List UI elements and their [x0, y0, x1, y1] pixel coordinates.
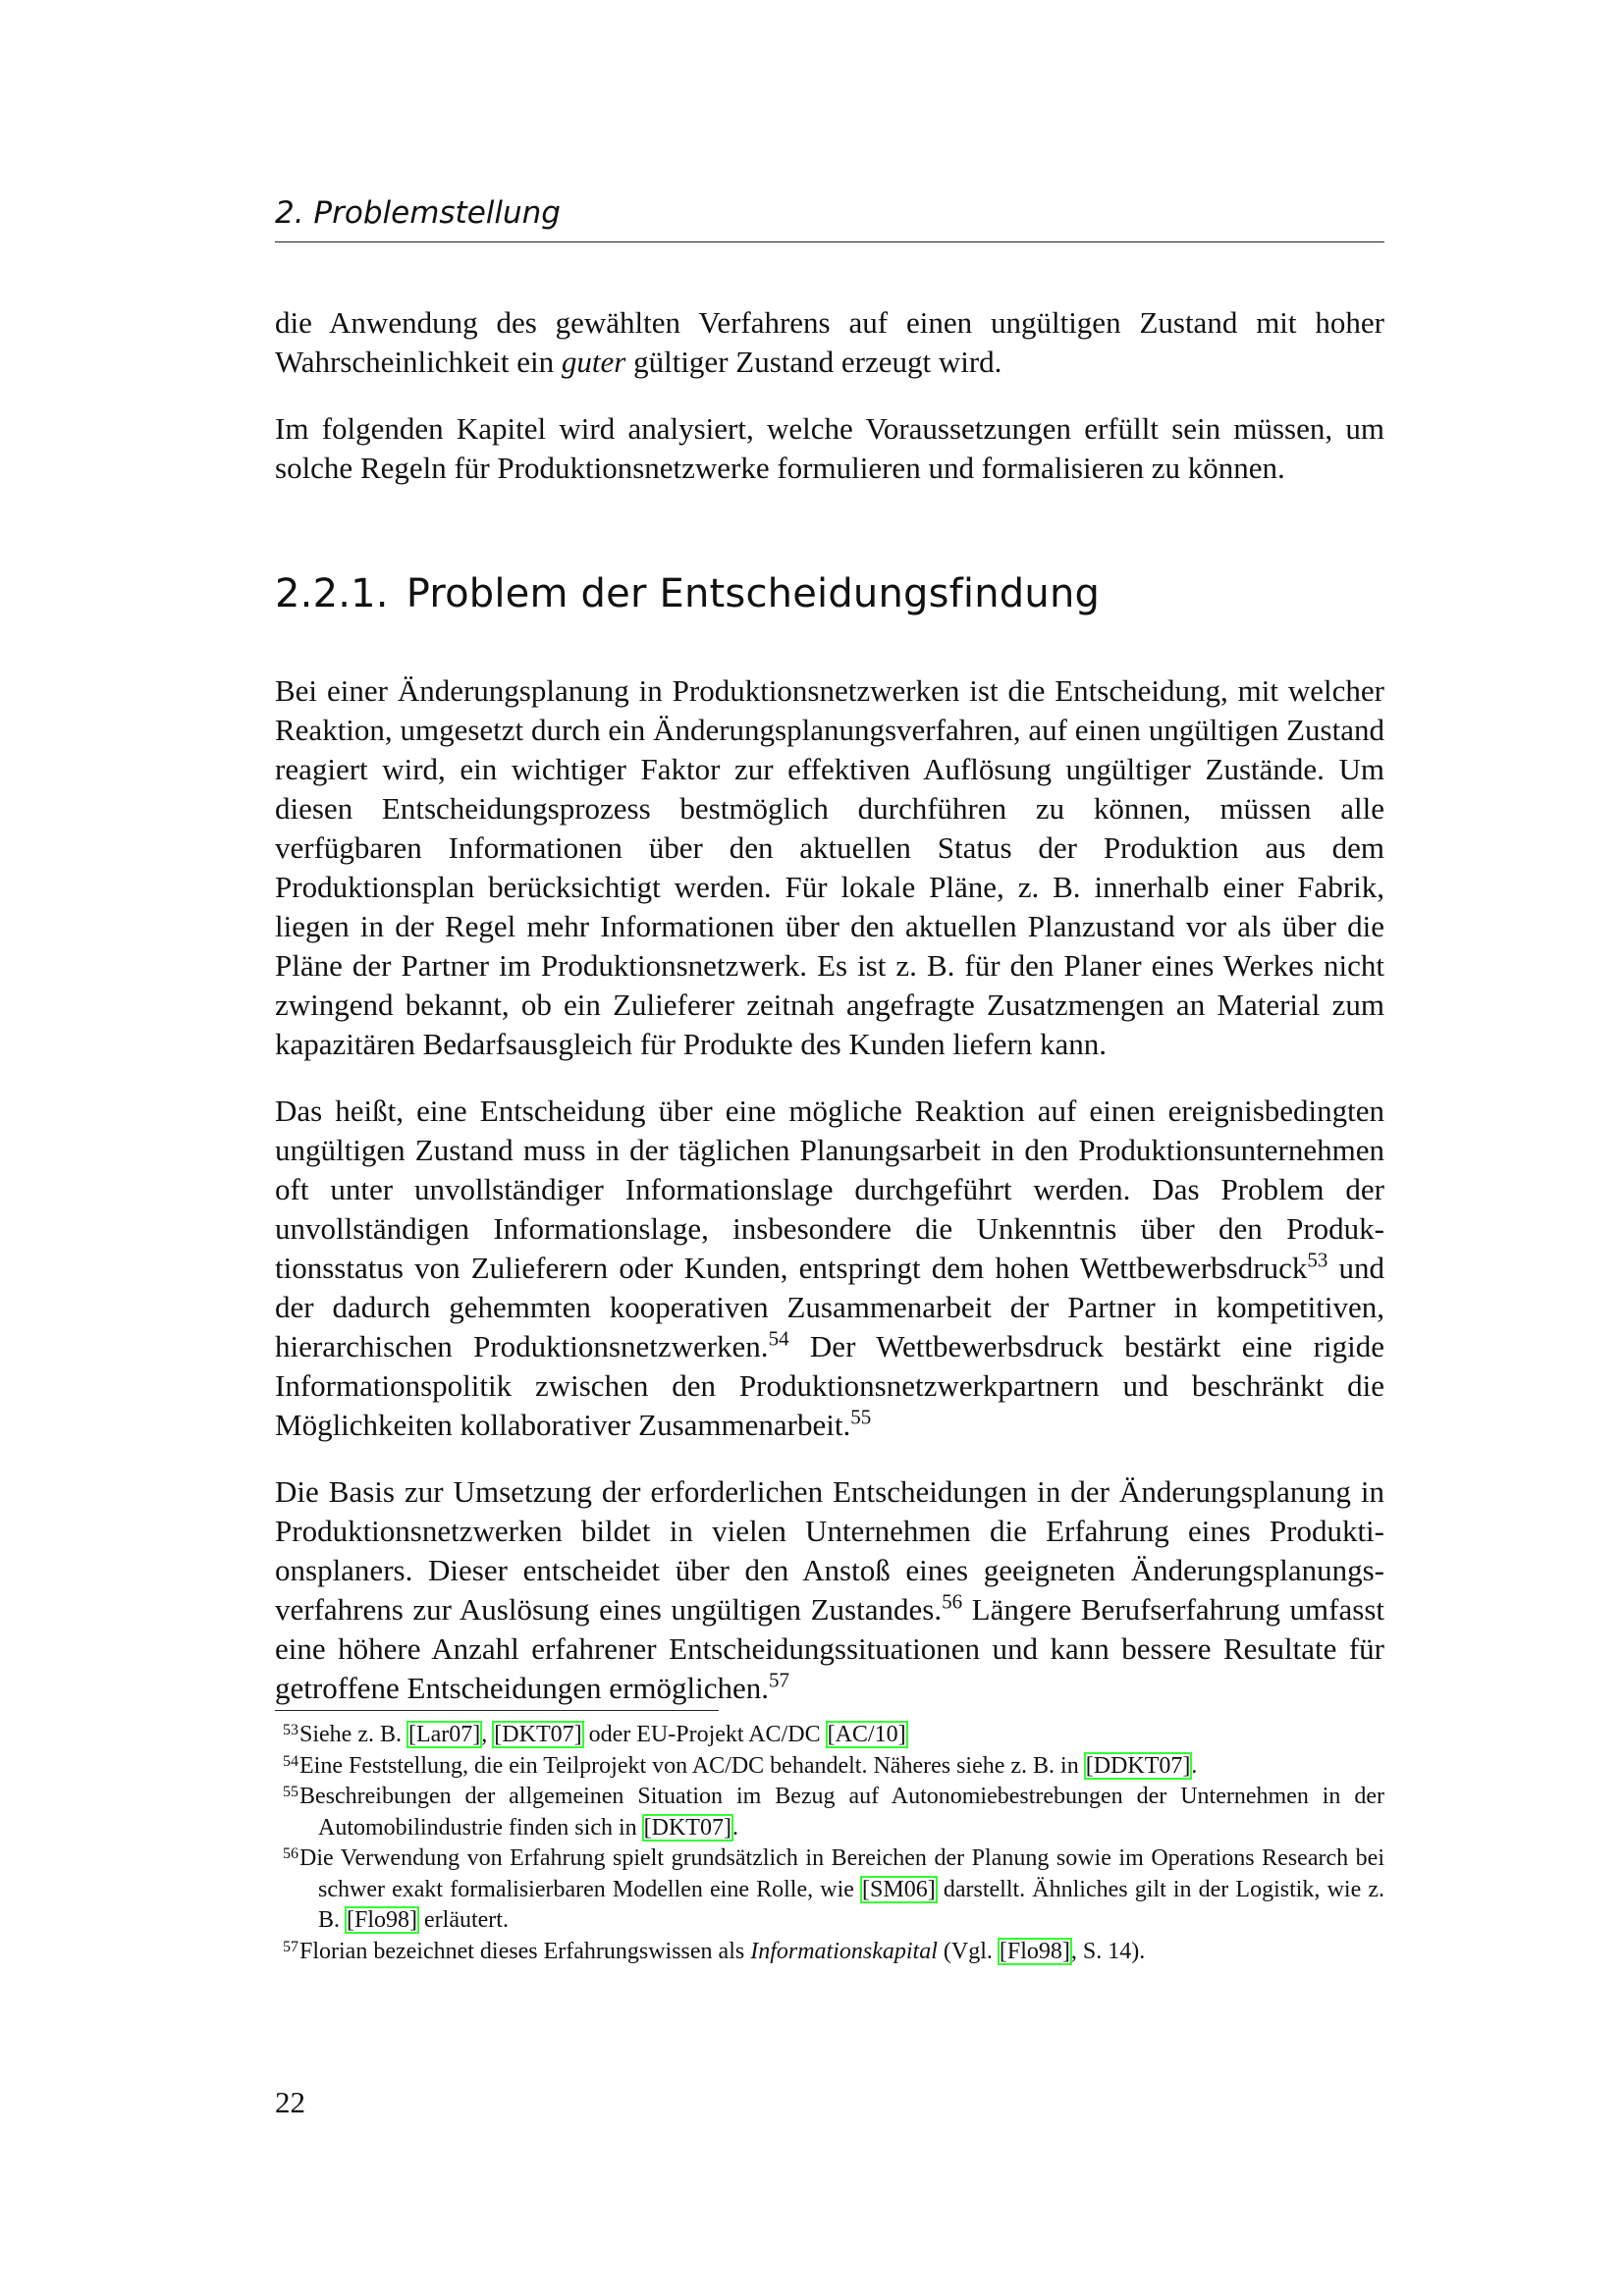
- footnotes: [275, 1720, 1384, 1967]
- citation-link[interactable]: [DKT07]: [643, 1814, 731, 1841]
- citation-link[interactable]: [Lar07]: [407, 1722, 481, 1747]
- citation-link[interactable]: [AC/10]: [827, 1722, 906, 1747]
- intro-paragraph-1: die Anwendung des gewählten Verfahrens auf einen ungültigen Zustand mit hoher Wahrscheinlichkeit ein guter gültiger Zustand erzeugt wird.: [275, 305, 1384, 379]
- citation-link[interactable]: [DKT07]: [494, 1722, 582, 1747]
- footnote-54: $^{54}$Eine Feststellung, die ein Teilprojekt von AC/DC behandelt. Näheres siehe z. B. in [DDKT07].: [283, 1752, 1198, 1779]
- footnote-53: $^{53}$Siehe z. B. [Lar07], [DKT07] oder EU-Projekt AC/DC [AC/10]: [283, 1722, 906, 1747]
- intro-paragraph-2: Im folgenden Kapitel wird analysiert, welche Voraussetzungen erfüllt sein müssen, um solche Regeln für Produktionsnetzwerke formulieren und formalisieren zu können.: [275, 411, 1384, 485]
- footnote-56: $^{56}$Die Verwendung von Erfahrung spielt grundsätzlich in Bereichen der Planung sowie im Operations Research bei schwer exakt formalisierbaren Modellen eine Rolle, wie [SM06] darstellt. Ähnliches gilt in der Logistik, wie z. B. [Flo98] erläutert.: [283, 1845, 1384, 1933]
- emphasis-guter: guter: [561, 345, 626, 379]
- running-header: 2. Problemstellung: [275, 195, 561, 231]
- body-paragraph-2: Das heißt, eine Entscheidung über eine mögliche Reaktion auf einen ereignisbedingten ungültigen Zustand muss in der täglichen Planungsarbeit in den Produktionsunternehmen oft unter unvollständiger Informationslage durchgeführt werden. Das Problem der unvollständigen Informationslage, insbesondere die Unkenntnis über den Produktionsstatus von Zulieferern oder Kunden, entspringt dem hohen Wettbewerbsdruck$^{53}$ und der dadurch gehemmten kooperativen Zusammenarbeit der Partner in kompetitiven, hierarchischen Produktionsnetzwerken.$^{54}$ Der Wettbewerbsdruck bestärkt eine rigide Informationspolitik zwischen den Produktionsnetzwerkpartnern und beschränkt die Möglichkeiten kollaborativer Zusammenarbeit.$^{55}$: [275, 1094, 1385, 1442]
- body-paragraph-1: Bei einer Änderungsplanung in Produktionsnetzwerken ist die Entscheidung, mit welcher Reaktion, umgesetzt durch ein Änderungsplanungsverfahren, auf einen ungültigen Zustand reagiert wird, ein wichtiger Faktor zur effektiven Auflösung ungültiger Zustände. Um diesen Entscheidungsprozess bestmöglich durchführen zu können, müssen alle verfügbaren Informationen über den aktuellen Status der Produktion aus dem Produktionsplan berücksichtigt werden. Für lokale Pläne, z. B. innerhalb einer Fabrik, liegen in der Regel mehr Informationen über den aktuellen Planzustand vor als über die Pläne der Partner im Produktionsnetzwerk. Es ist z. B. für den Planer eines Werkes nicht zwingend bekannt, ob ein Zulieferer zeitnah angefragte Zusatzmengen an Material zum kapazitären Bedarfsausgleich für Produkte des Kunden liefern kann.: [275, 673, 1384, 1061]
- footnote-ref-53[interactable]: 53: [1307, 1248, 1328, 1272]
- footnote-57: $^{57}$Florian bezeichnet dieses Erfahrungswissen als Informationskapital (Vgl. [Flo98], S. 14).: [283, 1938, 1146, 1964]
- footnote-ref-57[interactable]: 57: [769, 1668, 789, 1692]
- citation-link[interactable]: [DDKT07]: [1085, 1752, 1191, 1779]
- intro-block: [275, 303, 1384, 488]
- page-number: 22: [275, 2085, 305, 2119]
- section-number: 2.2.1.: [275, 571, 389, 616]
- section-body: [275, 671, 1384, 1708]
- footnote-ref-56[interactable]: 56: [942, 1589, 963, 1614]
- section-title: Problem der Entscheidungsfindung: [406, 571, 1101, 616]
- section-heading: [275, 564, 1384, 623]
- citation-link[interactable]: [Flo98]: [347, 1907, 418, 1933]
- citation-link[interactable]: [SM06]: [862, 1876, 936, 1902]
- footnote-rule: [275, 1710, 719, 1711]
- footnote-ref-55[interactable]: 55: [850, 1405, 872, 1429]
- body-paragraph-3: Die Basis zur Umsetzung der erforderlichen Entscheidungen in der Änderungsplanung in Produktionsnetzwerken bildet in vielen Unternehmen die Erfahrung eines Produktionsplaners. Dieser entscheidet über den Anstoß eines geeigneten Änderungsplanungsverfahrens zur Auslösung eines ungültigen Zustandes.$^{56}$ Längere Berufserfahrung umfasst eine höhere Anzahl erfahrener Entscheidungssituationen und kann bessere Resultate für getroffene Entscheidungen ermöglichen.$^{57}$: [275, 1474, 1384, 1705]
- header-rule: [275, 241, 1384, 242]
- citation-link[interactable]: [Flo98]: [999, 1938, 1070, 1964]
- footnote-55: $^{55}$Beschreibungen der allgemeinen Situation im Bezug auf Autonomiebestrebungen der Unternehmen in der Automobilindustrie finden sich in [DKT07].: [283, 1784, 1384, 1841]
- footnote-ref-54[interactable]: 54: [768, 1326, 789, 1351]
